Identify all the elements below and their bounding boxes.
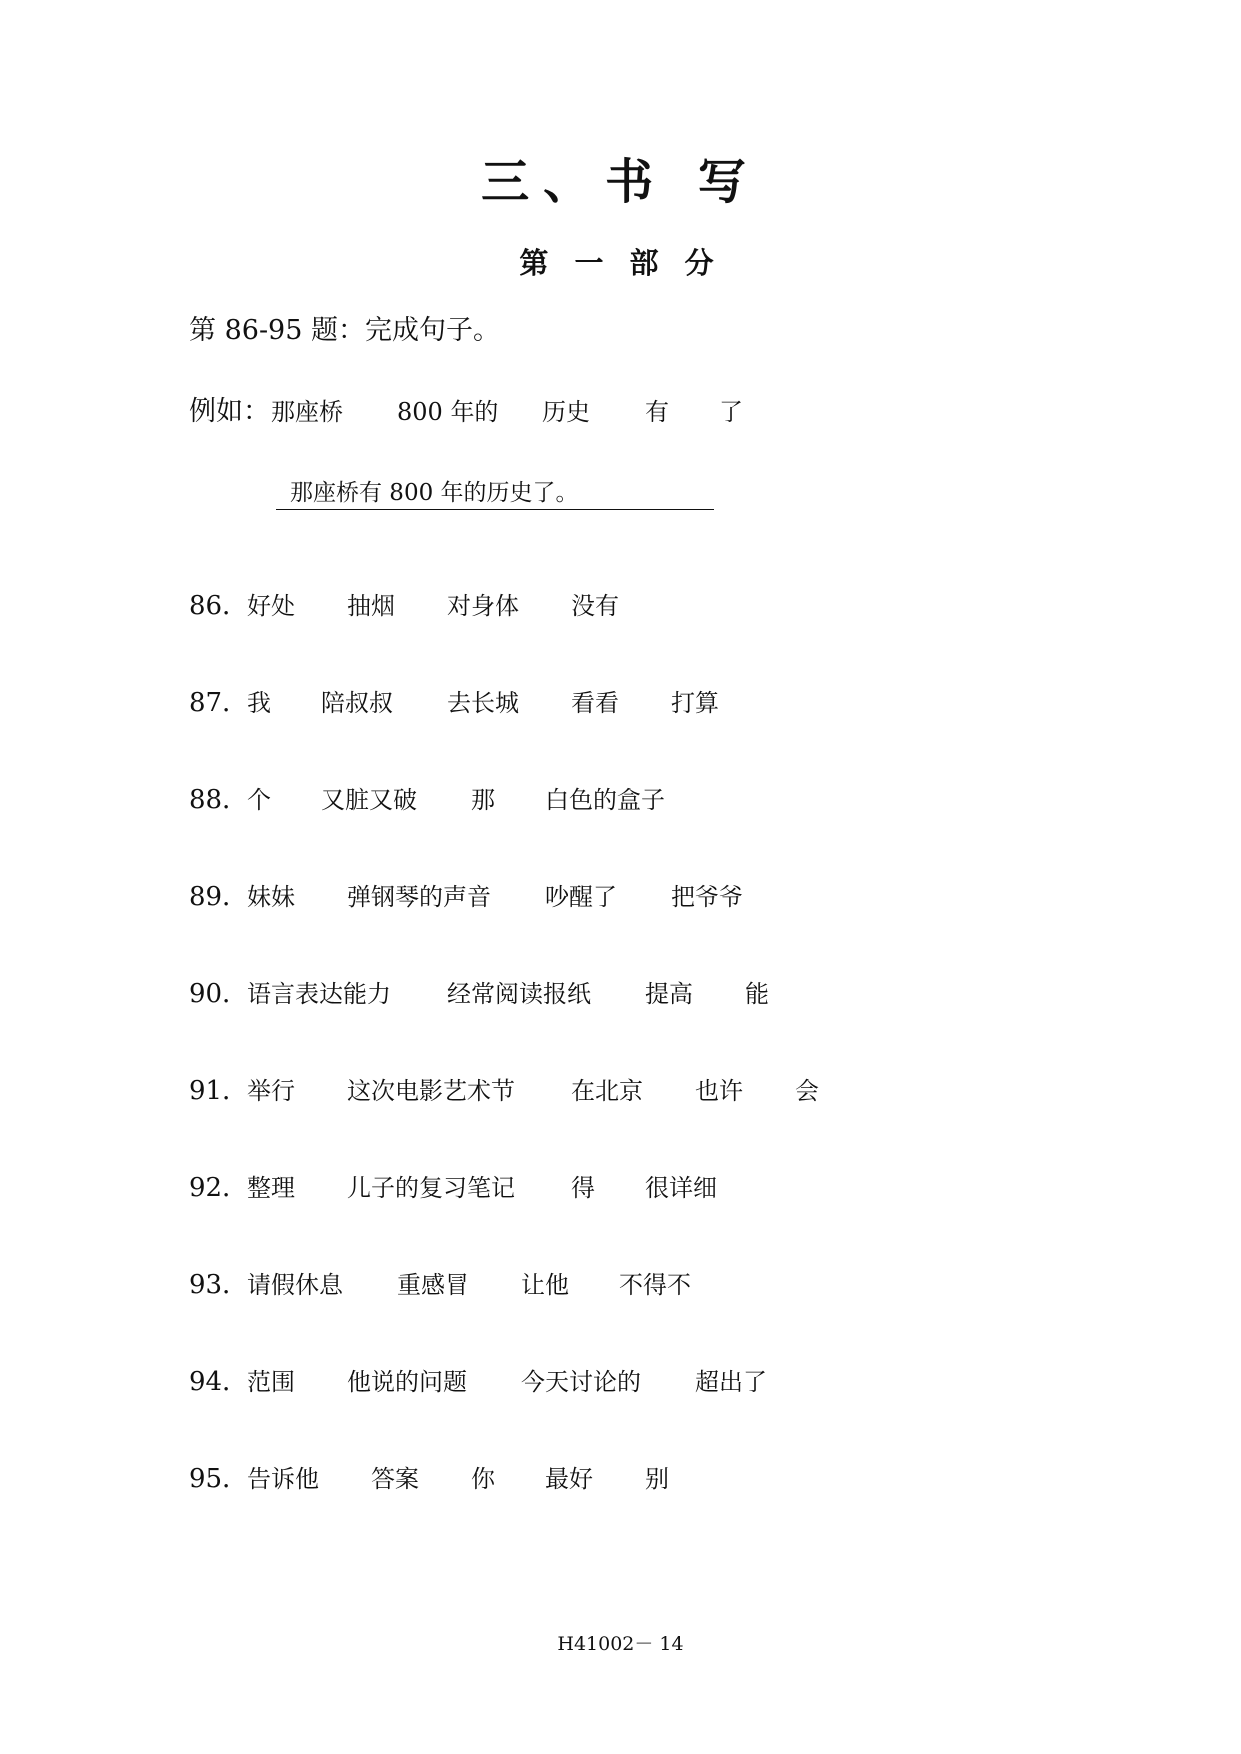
question-word: 陪叔叔 [321, 689, 393, 717]
question-number: 88． [189, 785, 249, 815]
page-footer: H41002－ 14 [557, 1633, 684, 1655]
question-word: 整理 [247, 1174, 295, 1202]
question-word: 别 [645, 1465, 669, 1493]
question-word: 我 [247, 689, 271, 717]
example-word: 了 [719, 398, 743, 426]
question-number: 91． [189, 1076, 249, 1106]
question-word: 那 [471, 786, 495, 814]
example-label: 例如： [189, 396, 270, 427]
question-word: 最好 [545, 1465, 593, 1493]
question-word: 让他 [521, 1271, 569, 1299]
question-number: 93． [189, 1270, 249, 1300]
question-word: 儿子的复习笔记 [347, 1174, 515, 1202]
question-word: 范围 [247, 1368, 295, 1396]
example-word: 有 [645, 398, 669, 426]
question-word: 超出了 [695, 1368, 767, 1396]
question-number: 95． [189, 1464, 249, 1494]
question-word: 语言表达能力 [247, 980, 391, 1008]
question-word: 打算 [671, 689, 719, 717]
question-word: 请假休息 [247, 1271, 343, 1299]
question-word: 也许 [695, 1077, 743, 1105]
question-word: 弹钢琴的声音 [347, 883, 491, 911]
question-word: 经常阅读报纸 [447, 980, 591, 1008]
question-word: 告诉他 [247, 1465, 319, 1493]
question-word: 会 [795, 1077, 819, 1105]
question-word: 妹妹 [247, 883, 295, 911]
question-word: 把爷爷 [671, 883, 743, 911]
question-word: 举行 [247, 1077, 295, 1105]
question-number: 94． [189, 1367, 249, 1397]
question-word: 提高 [645, 980, 693, 1008]
question-word: 对身体 [447, 592, 519, 620]
question-word: 抽烟 [347, 592, 395, 620]
instruction: 第 86-95 题：完成句子。 [189, 315, 501, 346]
question-number: 89． [189, 882, 249, 912]
question-word: 这次电影艺术节 [347, 1077, 515, 1105]
question-number: 90． [189, 979, 249, 1009]
example-word: 800 年的 [397, 398, 499, 426]
question-word: 你 [471, 1465, 495, 1493]
question-number: 92． [189, 1173, 249, 1203]
question-word: 他说的问题 [347, 1368, 467, 1396]
question-word: 吵醒了 [545, 883, 617, 911]
example-word: 历史 [542, 398, 590, 426]
question-number: 87． [189, 688, 249, 718]
question-word: 能 [745, 980, 769, 1008]
question-word: 看看 [571, 689, 619, 717]
example-answer-line [276, 476, 714, 510]
question-word: 答案 [371, 1465, 419, 1493]
question-word: 不得不 [619, 1271, 691, 1299]
example-answer: 那座桥有 800 年的历史了。 [290, 480, 579, 506]
question-word: 又脏又破 [321, 786, 417, 814]
question-word: 在北京 [571, 1077, 643, 1105]
question-word: 去长城 [447, 689, 519, 717]
question-word: 得 [571, 1174, 595, 1202]
example-word: 那座桥 [271, 398, 343, 426]
question-word: 没有 [571, 592, 619, 620]
question-word: 今天讨论的 [521, 1368, 641, 1396]
question-word: 重感冒 [397, 1271, 469, 1299]
question-number: 86． [189, 591, 249, 621]
question-word: 很详细 [645, 1174, 717, 1202]
part-title: 第 一 部 分 [519, 246, 722, 280]
question-word: 个 [247, 786, 271, 814]
section-title: 三、书 写 [481, 154, 760, 210]
question-word: 白色的盒子 [545, 786, 665, 814]
question-word: 好处 [247, 592, 295, 620]
